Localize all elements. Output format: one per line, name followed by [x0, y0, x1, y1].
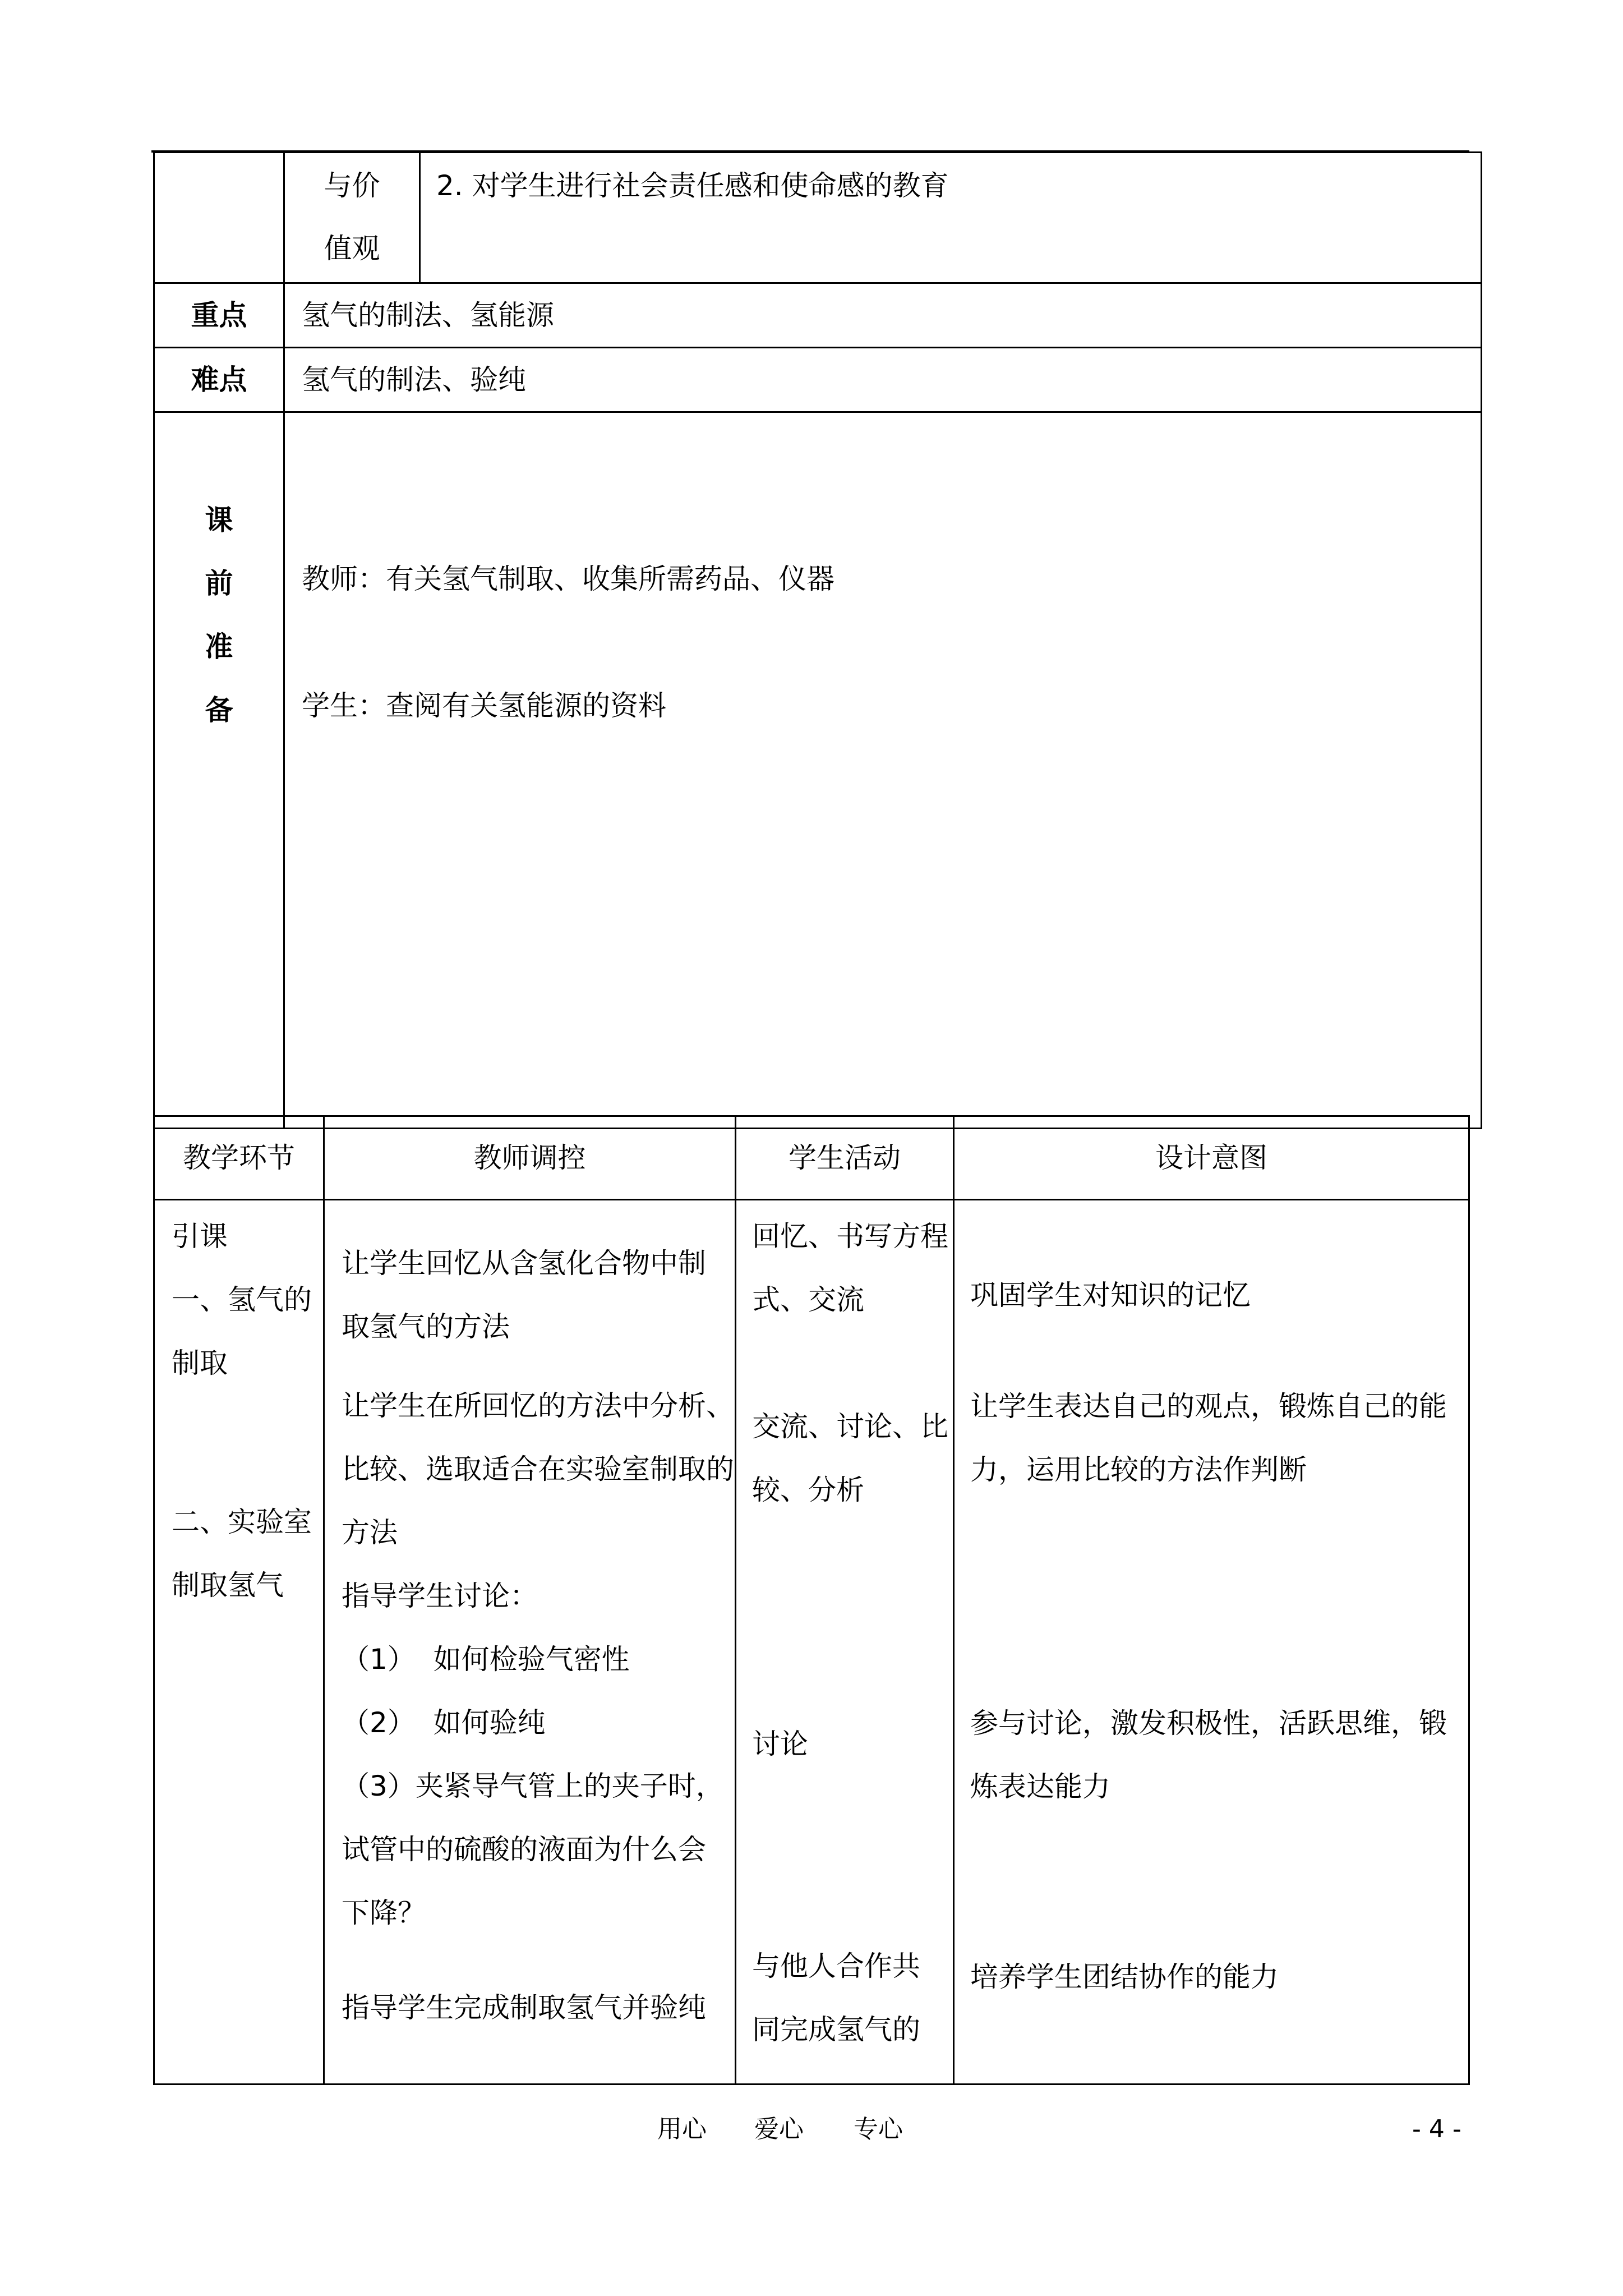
teacher-question-2: （2） 如何验纯 — [342, 1706, 546, 1739]
prep-label-char: 准 — [205, 631, 233, 663]
design-intent: 让学生表达自己的观点，锻炼自己的能 — [970, 1390, 1447, 1423]
teacher-text: 指导学生讨论： — [342, 1580, 538, 1612]
footer-motto-3: 专心 — [854, 2115, 903, 2143]
table-body-row — [154, 1200, 1469, 2085]
objectives-table — [153, 151, 1482, 1129]
student-activity: 较、分析 — [752, 1474, 864, 1506]
attitude-label — [284, 153, 420, 283]
teacher-question-3: （3）夹紧导气管上的夹子时， — [342, 1770, 724, 1802]
teacher-text: 指导学生完成制取氢气并验纯 — [342, 1991, 706, 2024]
design-intent: 力，运用比较的方法作判断 — [970, 1453, 1307, 1486]
attitude-row — [154, 153, 1482, 283]
difficulty-row — [154, 348, 1482, 412]
stage-section-2-cont: 制取氢气 — [172, 1569, 284, 1602]
teacher-question-1: （1） 如何检验气密性 — [342, 1643, 630, 1676]
key-point-row — [154, 283, 1482, 348]
student-activity: 式、交流 — [752, 1283, 864, 1316]
teacher-question-3-cont: 试管中的硫酸的液面为什么会 — [342, 1833, 706, 1866]
design-intent: 巩固学生对知识的记忆 — [970, 1279, 1251, 1312]
teacher-text: 取氢气的方法 — [342, 1310, 510, 1343]
design-intent: 培养学生团结协作的能力 — [970, 1961, 1279, 1993]
header-teacher: 教师调控 — [324, 1116, 736, 1200]
attitude-label-line-1: 与价 — [324, 169, 380, 202]
difficulty-text: 氢气的制法、验纯 — [284, 348, 1482, 412]
attitude-text: 2. 对学生进行社会责任感和使命感的教育 — [420, 153, 1482, 283]
teacher-text: 让学生在所回忆的方法中分析、 — [342, 1389, 734, 1422]
page-number: - 4 - — [1412, 2115, 1461, 2143]
prep-label-char: 课 — [205, 504, 233, 536]
design-intent: 参与讨论，激发积极性，活跃思维，锻 — [970, 1707, 1447, 1740]
key-point-label: 重点 — [154, 283, 284, 348]
difficulty-label: 难点 — [154, 348, 284, 412]
header-student: 学生活动 — [736, 1116, 954, 1200]
footer-motto-2: 爱心 — [754, 2115, 804, 2143]
preparation-text — [284, 412, 1482, 1129]
student-cell — [736, 1200, 954, 2085]
intent-cell — [954, 1200, 1469, 2085]
teacher-cell — [324, 1200, 736, 2085]
stage-cell — [154, 1200, 324, 2085]
prep-teacher: 教师：有关氢气制取、收集所需药品、仪器 — [302, 563, 834, 595]
teacher-text: 让学生回忆从含氢化合物中制 — [342, 1247, 706, 1280]
student-activity: 交流、讨论、比 — [752, 1410, 948, 1443]
student-activity: 同完成氢气的 — [752, 2013, 920, 2046]
attitude-label-line-2: 值观 — [324, 232, 380, 265]
design-intent: 炼表达能力 — [970, 1770, 1110, 1803]
stage-section-2: 二、实验室 — [172, 1506, 312, 1538]
prep-label-char: 备 — [205, 694, 233, 726]
teacher-text: 比较、选取适合在实验室制取的 — [342, 1453, 734, 1485]
empty-cell — [154, 153, 284, 283]
stage-section-1: 一、氢气的 — [172, 1283, 312, 1316]
footer-motto-1: 用心 — [657, 2115, 707, 2143]
teaching-process-table — [153, 1115, 1470, 2085]
stage-intro: 引课 — [172, 1220, 228, 1253]
header-stage: 教学环节 — [154, 1116, 324, 1200]
prep-label-char: 前 — [205, 567, 233, 600]
prep-student: 学生：查阅有关氢能源的资料 — [302, 689, 666, 722]
preparation-label — [154, 412, 284, 1129]
teacher-question-3-cont: 下降？ — [342, 1897, 426, 1929]
teacher-text: 方法 — [342, 1516, 398, 1549]
key-point-text: 氢气的制法、氢能源 — [284, 283, 1482, 348]
preparation-row — [154, 412, 1482, 1129]
table-header-row — [154, 1116, 1469, 1200]
student-activity: 讨论 — [752, 1728, 808, 1760]
header-intent: 设计意图 — [954, 1116, 1469, 1200]
stage-section-1-cont: 制取 — [172, 1347, 228, 1379]
student-activity: 回忆、书写方程 — [752, 1220, 948, 1253]
student-activity: 与他人合作共 — [752, 1950, 920, 1982]
